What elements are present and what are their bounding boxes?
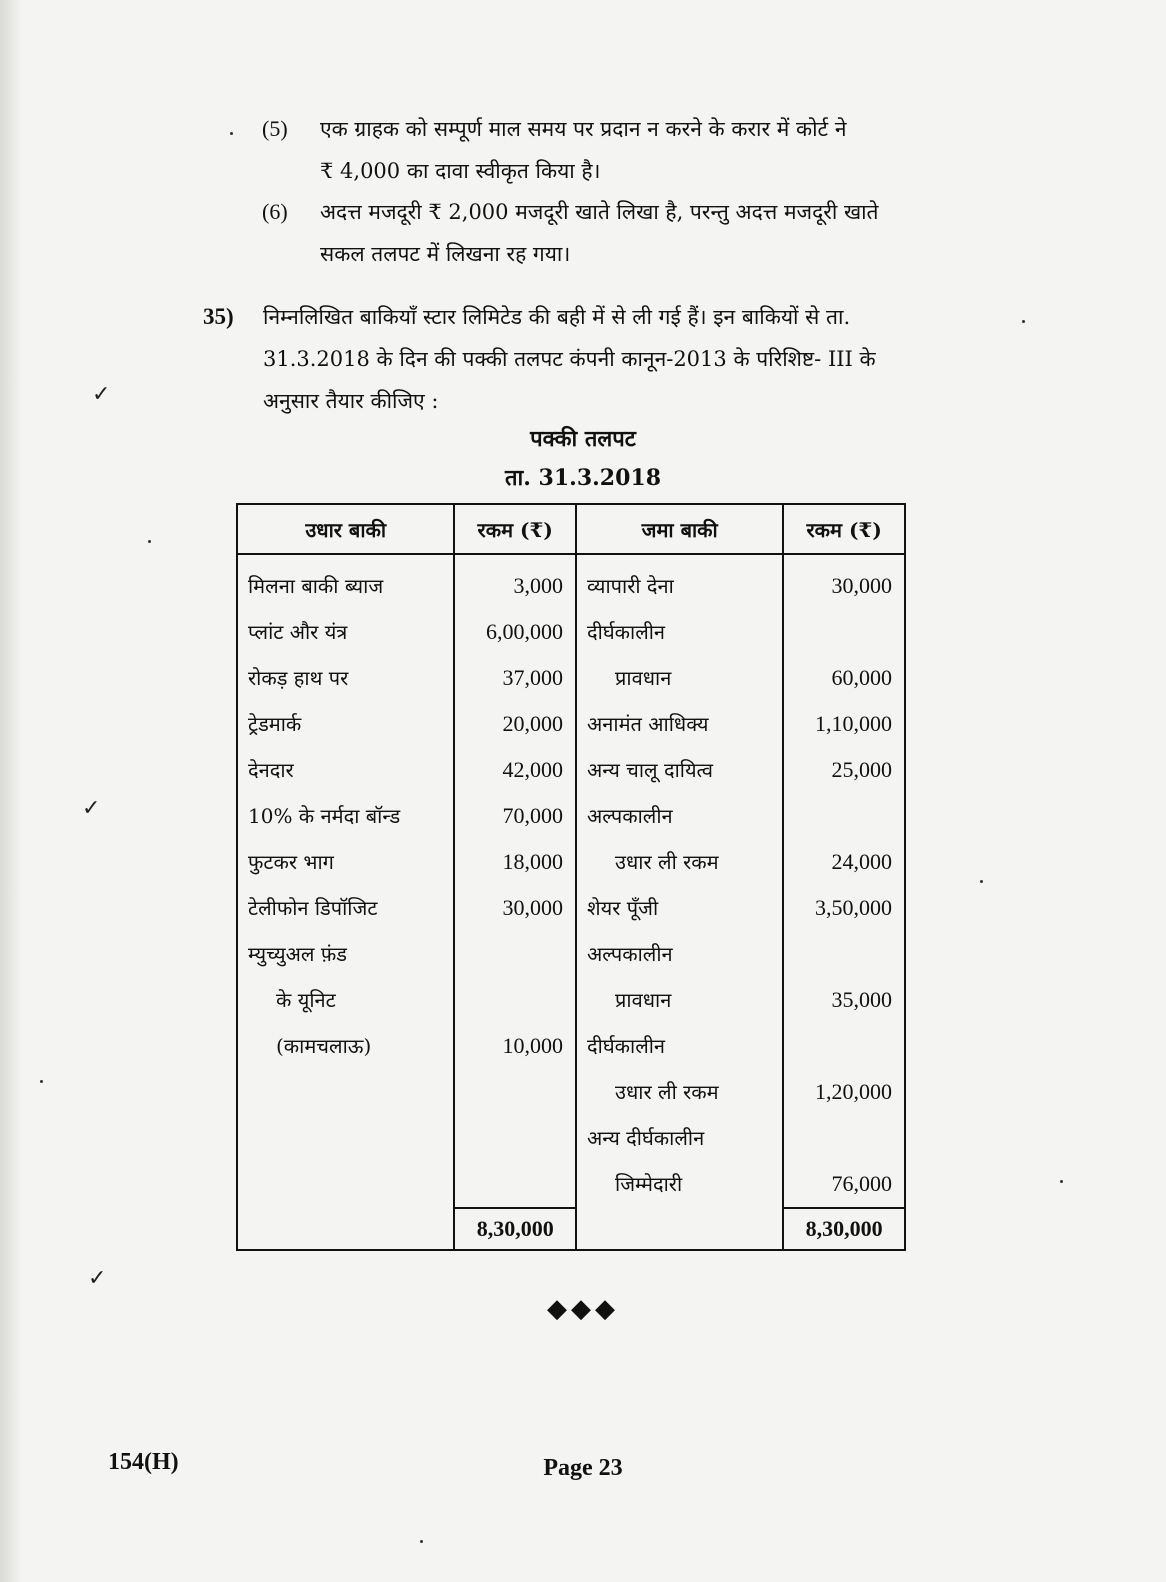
paper-code: 154(H)	[108, 1449, 179, 1475]
item-6-line-1: अदत्त मजदूरी ₹ 2,000 मजदूरी खाते लिखा है, परन्तु अदत्त मजदूरी खाते	[320, 200, 879, 224]
credit-amount	[784, 793, 904, 839]
item-6-number: (6)	[262, 199, 288, 224]
credit-label: उधार ली रकम	[615, 1080, 719, 1104]
question-35-line-1: निम्नलिखित बाकियाँ स्टार लिमिटेड की बही में से ली गई हैं। इन बाकियों से ता.	[263, 305, 851, 329]
question-35-number: 35)	[203, 304, 234, 329]
table-date: ता. 31.3.2018	[504, 465, 662, 491]
item-5-number: (5)	[262, 116, 288, 141]
debit-amount: 20,000	[502, 711, 564, 736]
credit-amount	[784, 931, 904, 977]
debit-amount: 70,000	[502, 803, 564, 828]
credit-amount: 3,50,000	[815, 895, 892, 920]
debit-label: टेलीफोन डिपॉजिट	[248, 896, 378, 920]
table-total-row	[237, 1208, 905, 1250]
credit-amount: 60,000	[831, 665, 892, 690]
credit-amount: 25,000	[831, 757, 892, 782]
debit-label: फुटकर भाग	[248, 850, 334, 874]
debit-label: मिलना बाकी ब्याज	[248, 574, 384, 598]
scan-speck	[230, 132, 233, 135]
header-credit: जमा बाकी	[576, 504, 783, 554]
debit-label: 10% के नर्मदा बॉन्ड	[248, 804, 401, 828]
scan-speck	[148, 540, 151, 543]
credit-amount: 24,000	[831, 849, 892, 874]
debit-amount: 18,000	[502, 849, 564, 874]
section-end-diamonds: ◆◆◆	[547, 1294, 619, 1324]
debit-label: प्लांट और यंत्र	[248, 620, 348, 644]
credit-labels-column	[576, 554, 783, 1208]
debit-label: रोकड़ हाथ पर	[248, 666, 349, 690]
credit-label: दीर्घकालीन	[587, 1034, 666, 1058]
table-header-row	[237, 504, 905, 554]
debit-label: देनदार	[248, 758, 294, 782]
debit-label: के यूनिट	[276, 988, 336, 1012]
credit-label: दीर्घकालीन	[587, 620, 666, 644]
table-title: पक्की तलपट	[530, 426, 636, 452]
credit-label: जिम्मेदारी	[615, 1172, 683, 1196]
credit-total: 8,30,000	[783, 1208, 905, 1250]
debit-amount: 3,000	[513, 573, 564, 598]
question-35-line-3: अनुसार तैयार कीजिए :	[263, 389, 439, 413]
table-body-row	[237, 554, 905, 1208]
margin-tick-mark: ✓	[92, 382, 111, 407]
credit-label: अल्पकालीन	[587, 804, 673, 828]
credit-label: व्यापारी देना	[587, 574, 674, 598]
credit-amount: 1,20,000	[815, 1079, 892, 1104]
scan-speck	[40, 1080, 43, 1083]
debit-amount	[455, 977, 575, 1023]
credit-label: अन्य चालू दायित्व	[587, 758, 713, 782]
item-5-line-2: ₹ 4,000 का दावा स्वीकृत किया है।	[320, 159, 601, 183]
credit-amount	[784, 1023, 904, 1069]
debit-amount: 10,000	[502, 1033, 564, 1058]
debit-label: ट्रेडमार्क	[248, 712, 302, 736]
header-debit: उधार बाकी	[237, 504, 454, 554]
item-6	[262, 191, 952, 275]
total-blank-credit-label	[576, 1208, 783, 1250]
page-number: Page 23	[543, 1455, 623, 1481]
credit-label: प्रावधान	[615, 666, 672, 690]
scan-speck	[1022, 320, 1025, 323]
credit-label: अल्पकालीन	[587, 942, 673, 966]
credit-label: शेयर पूँजी	[587, 896, 659, 920]
debit-amount: 30,000	[502, 895, 564, 920]
total-blank-debit-label	[237, 1208, 454, 1250]
credit-amount: 35,000	[831, 987, 892, 1012]
credit-amount	[784, 1115, 904, 1161]
scan-speck	[980, 880, 983, 883]
debit-amounts-column	[454, 554, 576, 1208]
trial-balance-table	[236, 503, 906, 1251]
credit-amount: 76,000	[831, 1171, 892, 1196]
debit-label: म्युच्युअल फ़ंड	[248, 942, 347, 966]
credit-label: अनामंत आधिक्य	[587, 712, 709, 736]
credit-amount: 1,10,000	[815, 711, 892, 736]
header-credit-amount: रकम (₹)	[783, 504, 905, 554]
debit-amount: 37,000	[502, 665, 564, 690]
debit-labels-column	[237, 554, 454, 1208]
scanned-page-edge	[0, 0, 22, 1582]
credit-label: अन्य दीर्घकालीन	[587, 1126, 705, 1150]
item-5	[262, 108, 952, 192]
debit-amount	[455, 931, 575, 977]
margin-tick-mark: ✓	[88, 1266, 107, 1291]
credit-amount: 30,000	[831, 573, 892, 598]
margin-tick-mark: ✓	[82, 796, 101, 821]
header-debit-amount: रकम (₹)	[454, 504, 576, 554]
debit-label: (कामचलाऊ)	[276, 1034, 372, 1058]
debit-total: 8,30,000	[454, 1208, 576, 1250]
credit-amount	[784, 609, 904, 655]
question-35-line-2: 31.3.2018 के दिन की पक्की तलपट कंपनी कानून-2013 के परिशिष्ट- III के	[263, 347, 876, 371]
credit-label: उधार ली रकम	[615, 850, 719, 874]
item-6-line-2: सकल तलपट में लिखना रह गया।	[320, 242, 571, 266]
credit-label: प्रावधान	[615, 988, 672, 1012]
scan-speck	[1060, 1180, 1063, 1183]
debit-amount: 42,000	[502, 757, 564, 782]
credit-amounts-column	[783, 554, 905, 1208]
debit-amount: 6,00,000	[486, 619, 564, 644]
item-5-line-1: एक ग्राहक को सम्पूर्ण माल समय पर प्रदान न करने के करार में कोर्ट ने	[320, 117, 847, 141]
scan-speck	[420, 1540, 423, 1543]
